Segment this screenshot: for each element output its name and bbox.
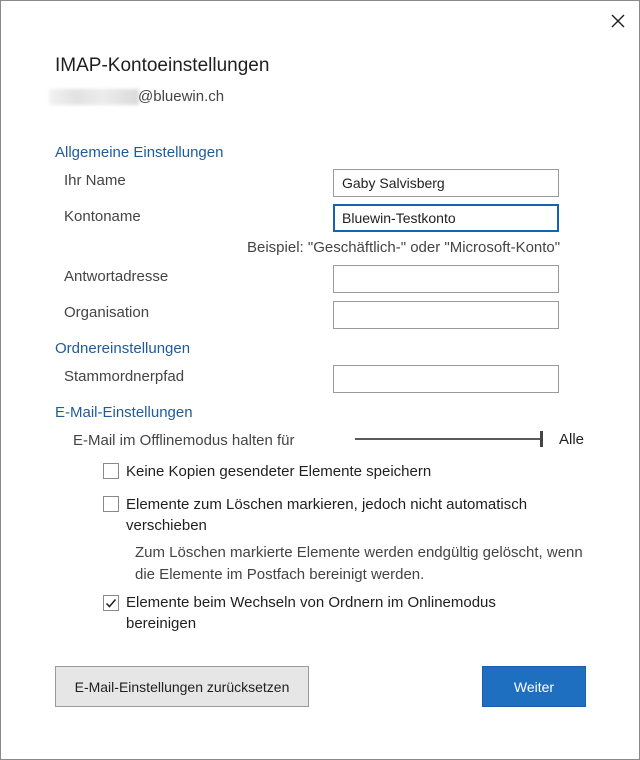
offline-slider-track[interactable] <box>355 438 541 440</box>
name-label: Ihr Name <box>64 172 126 189</box>
mark-delete-checkbox[interactable] <box>103 496 119 512</box>
checkmark-icon <box>105 597 117 609</box>
mail-settings-heading: E-Mail-Einstellungen <box>55 404 193 421</box>
account-name-field[interactable] <box>333 204 559 232</box>
name-field[interactable] <box>333 169 559 197</box>
dialog-title: IMAP-Kontoeinstellungen <box>55 55 270 76</box>
mark-delete-label: Elemente zum Löschen markieren, jedoch nicht automatisch verschieben <box>126 496 528 534</box>
mark-delete-note: Zum Löschen markierte Elemente werden endgültig gelöscht, wenn die Elemente im Postfach bereinigt werden. <box>135 544 583 583</box>
offline-mode-label: E-Mail im Offlinemodus halten für <box>73 432 295 449</box>
folder-settings-heading: Ordnereinstellungen <box>55 340 191 357</box>
close-button[interactable] <box>605 8 631 34</box>
general-settings-heading: Allgemeine Einstellungen <box>55 144 224 161</box>
account-name-label: Kontoname <box>64 208 141 225</box>
next-button[interactable]: Weiter <box>482 666 586 707</box>
redacted-email-user <box>49 89 139 105</box>
offline-slider-value: Alle <box>559 431 585 448</box>
no-copies-checkbox[interactable] <box>103 463 119 479</box>
close-icon <box>611 14 625 28</box>
no-copies-label: Keine Kopien gesendeter Elemente speichern <box>126 463 432 480</box>
root-folder-label: Stammordnerpfad <box>64 368 185 385</box>
root-folder-field[interactable] <box>333 365 559 393</box>
reset-mail-settings-button[interactable]: E-Mail-Einstellungen zurücksetzen <box>55 666 309 707</box>
organization-label: Organisation <box>64 304 150 321</box>
purge-checkbox[interactable] <box>103 595 119 611</box>
reply-address-field[interactable] <box>333 265 559 293</box>
purge-label: Elemente beim Wechseln von Ordnern im Onlinemodus bereinigen <box>126 594 496 632</box>
offline-slider-thumb[interactable] <box>540 431 543 447</box>
reply-address-label: Antwortadresse <box>64 268 169 285</box>
account-name-hint: Beispiel: "Geschäftlich-" oder "Microsoft-Konto" <box>247 239 561 256</box>
organization-field[interactable] <box>333 301 559 329</box>
account-email: @bluewin.ch <box>138 88 225 105</box>
